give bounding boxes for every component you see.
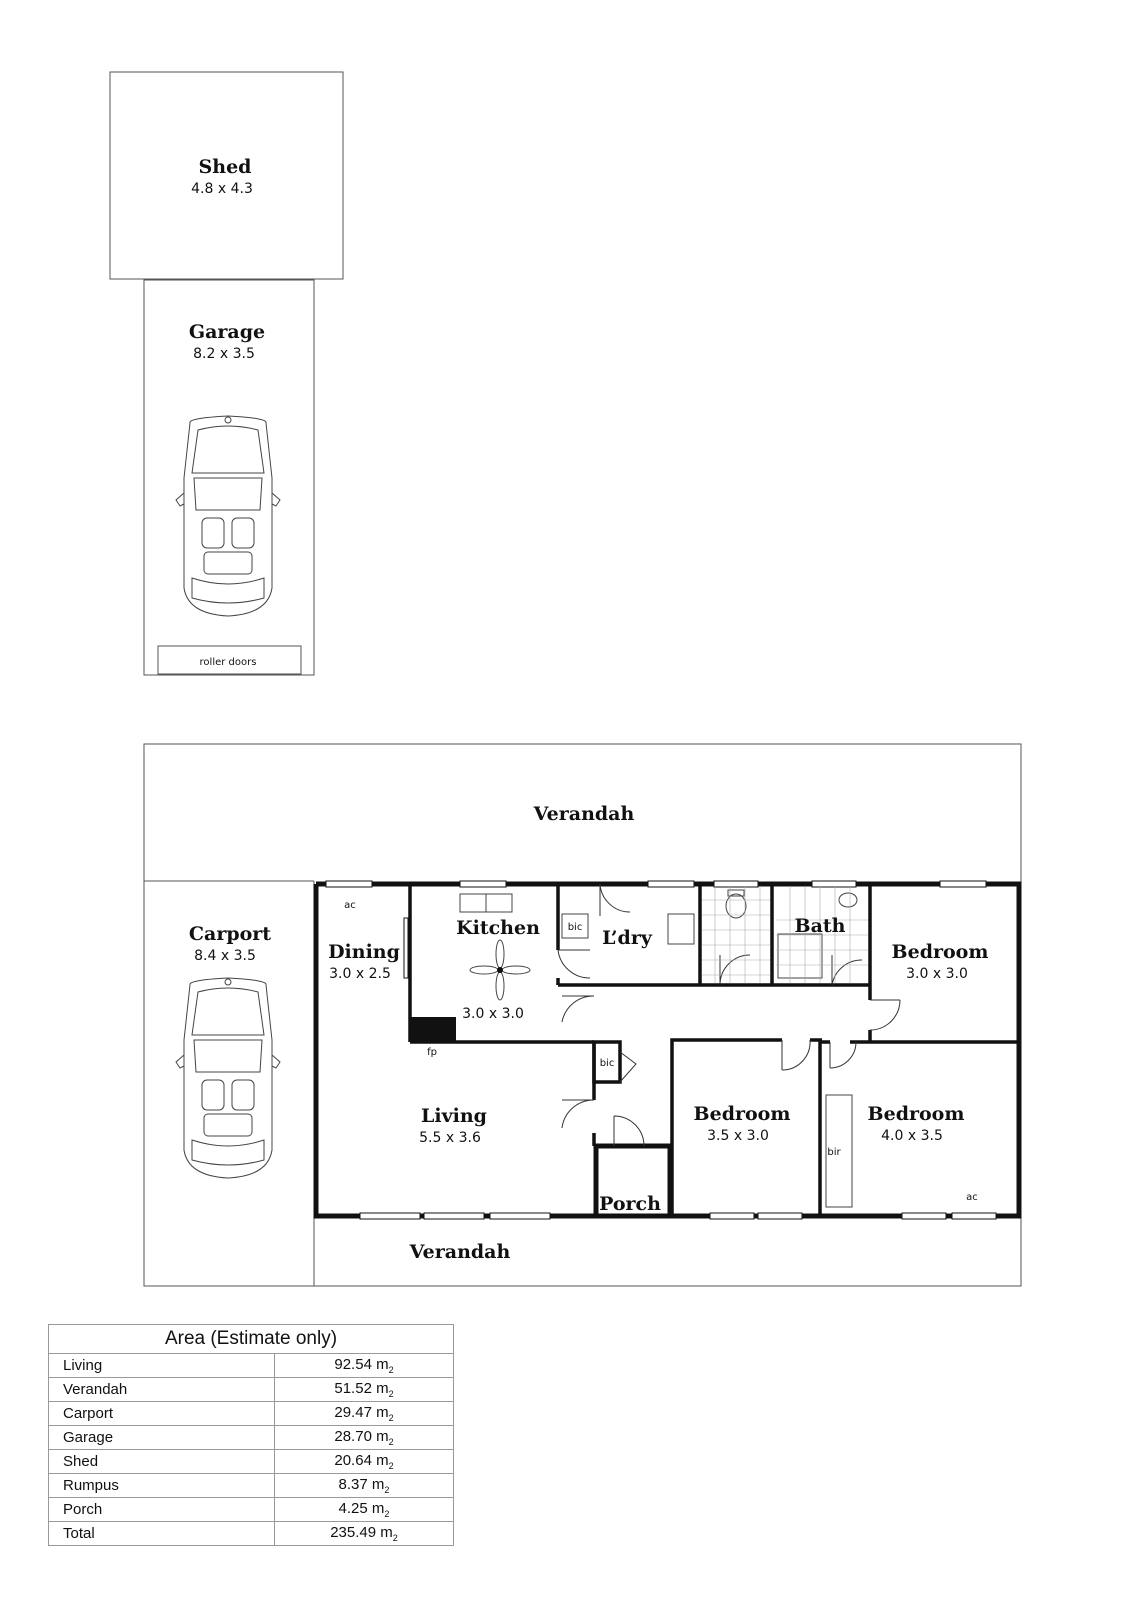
ac-label-bedroom: ac [966,1192,978,1203]
carport-car-icon [176,978,280,1178]
area-value-unit: m [376,1380,389,1397]
area-row-label: Garage [49,1426,275,1450]
area-value-unit-sup: 2 [392,1533,398,1543]
area-row-label: Porch [49,1498,275,1522]
bir-label: bir [827,1147,841,1158]
fp-label: fp [427,1047,437,1058]
area-value-unit: m [371,1476,385,1493]
area-value-number: 51.52 [334,1380,372,1397]
bedroom2-dim: 3.5 x 3.0 [707,1128,769,1144]
living-name: Living [421,1105,487,1127]
area-value-number: 20.64 [334,1452,372,1469]
area-value-unit: m [376,1452,389,1469]
area-table-body [49,1354,454,1546]
area-value-number: 8.37 [338,1476,368,1493]
verandah-bottom-name: Verandah [409,1241,511,1263]
area-value-unit-sup: 2 [388,1389,394,1399]
area-row-label: Rumpus [49,1474,275,1498]
area-table-row [49,1378,454,1402]
area-row-label: Living [49,1354,275,1378]
shed-dim: 4.8 x 4.3 [191,181,253,197]
area-row-label: Total [49,1522,275,1546]
dining-name: Dining [328,941,400,963]
shed-name: Shed [198,156,252,178]
area-value-number: 28.70 [334,1428,372,1445]
garage-name: Garage [188,321,266,343]
bedroom2-name: Bedroom [693,1103,791,1125]
area-value-number: 92.54 [334,1356,372,1373]
laundry-name: L’dry [602,927,652,949]
bic-label-laundry: bic [567,922,583,933]
area-row-label: Carport [49,1402,275,1426]
garage-dim: 8.2 x 3.5 [193,346,255,362]
area-row-label: Shed [49,1450,275,1474]
area-value-unit-sup: 2 [384,1509,390,1519]
area-row-value [275,1426,454,1450]
fireplace [410,1017,456,1042]
porch-name: Porch [599,1193,661,1215]
area-value-unit: m [376,1428,389,1445]
area-row-value [275,1354,454,1378]
area-table-row [49,1474,454,1498]
area-value-unit-sup: 2 [388,1365,394,1375]
area-table-row [49,1450,454,1474]
area-value-unit-sup: 2 [388,1461,394,1471]
kitchen-dim: 3.0 x 3.0 [462,1006,524,1022]
dining-dim: 3.0 x 2.5 [329,966,391,982]
roller-doors-label: roller doors [199,657,257,668]
area-row-value [275,1402,454,1426]
area-table-row [49,1498,454,1522]
area-value-unit: m [371,1500,385,1517]
verandah-top-name: Verandah [533,803,635,825]
area-value-unit: m [380,1524,393,1541]
bath-name: Bath [794,915,846,937]
area-value-number: 235.49 [330,1524,377,1541]
area-table [48,1324,454,1546]
living-dim: 5.5 x 3.6 [419,1130,481,1146]
area-value-number: 4.25 [338,1500,368,1517]
area-value-number: 29.47 [334,1404,372,1421]
area-table-row [49,1522,454,1546]
area-value-unit-sup: 2 [384,1485,390,1495]
area-row-value [275,1522,454,1546]
area-value-unit: m [376,1404,389,1421]
area-table-title: Area (Estimate only) [48,1324,454,1353]
carport-dim: 8.4 x 3.5 [194,948,256,964]
bedroom3-dim: 4.0 x 3.5 [881,1128,943,1144]
carport-name: Carport [188,923,272,945]
garage-car-icon [176,416,280,616]
area-row-value [275,1474,454,1498]
area-row-value [275,1498,454,1522]
bic-label-hall: bic [599,1058,615,1069]
shower-icon [778,934,822,978]
bedroom1-name: Bedroom [891,941,989,963]
area-table-row [49,1354,454,1378]
verandah-outline [144,744,1021,1286]
area-value-unit: m [376,1356,389,1373]
area-row-label: Verandah [49,1378,275,1402]
ac-label-dining: ac [344,900,356,911]
toilet-icon [726,894,746,918]
ceiling-fan-icon [470,940,530,1000]
area-row-value [275,1450,454,1474]
basin-icon [839,893,857,907]
bedroom3-name: Bedroom [867,1103,965,1125]
bedroom1-dim: 3.0 x 3.0 [906,966,968,982]
kitchen-name: Kitchen [456,917,540,939]
area-value-unit-sup: 2 [388,1413,394,1423]
laundry-trough [668,914,694,944]
area-table-row [49,1402,454,1426]
area-row-value [275,1378,454,1402]
area-value-unit-sup: 2 [388,1437,394,1447]
area-table-row [49,1426,454,1450]
